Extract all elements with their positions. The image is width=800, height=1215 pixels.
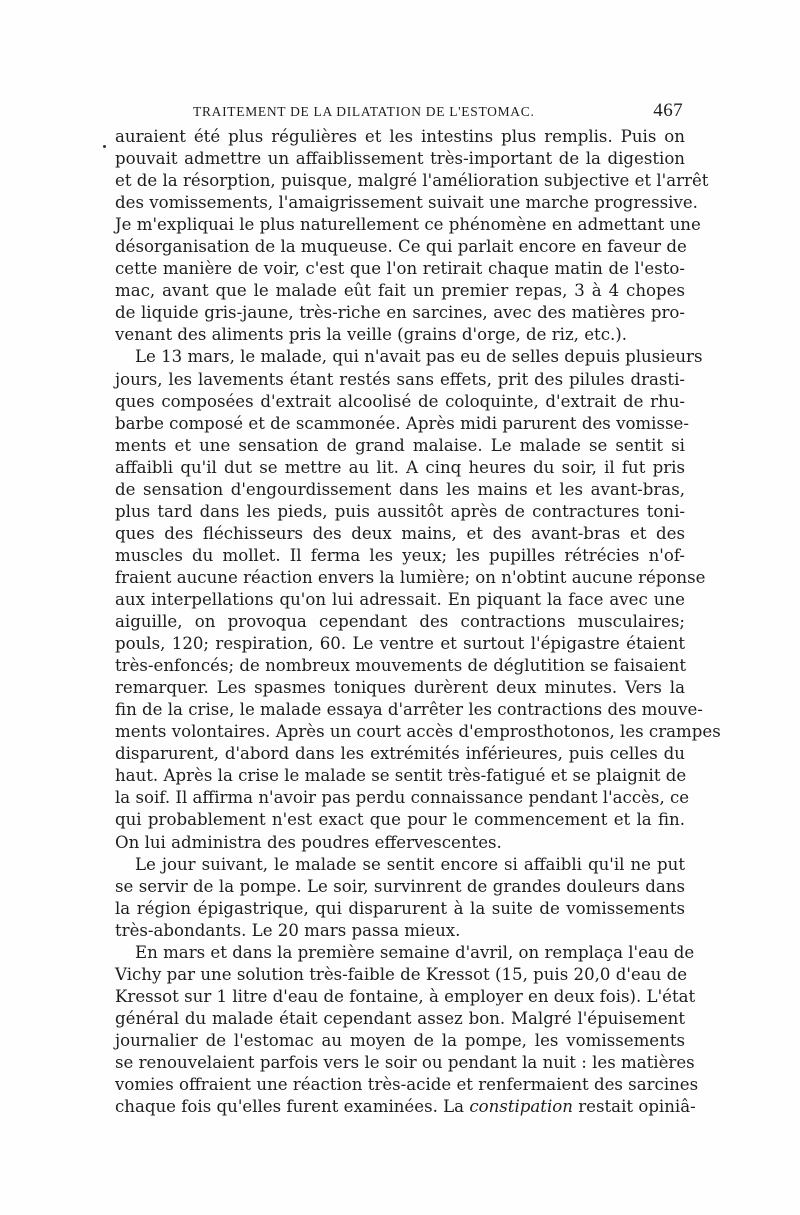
text-line: la soif. Il affirma n'avoir pas perdu connaissance pendant l'accès, ce (115, 788, 690, 808)
running-title: TRAITEMENT DE LA DILATATION DE L'ESTOMAC. (193, 104, 535, 119)
text-line: aiguille, on provoqua cependant des contractions musculaires; (115, 612, 685, 632)
text-line: et de la résorption, puisque, malgré l'amélioration subjective et l'arrêt (115, 171, 709, 191)
text-line: pouls, 120; respiration, 60. Le ventre et surtout l'épigastre étaient (115, 634, 685, 654)
text-line: ments et une sensation de grand malaise. Le malade se sentit si (115, 435, 685, 455)
text-line: haut. Après la crise le malade se sentit très-fatigué et se plaignit de (115, 766, 687, 786)
text-line: disparurent, d'abord dans les extrémités inférieures, puis celles du (115, 744, 685, 764)
text-line: On lui administra des poudres effervescentes. (115, 832, 502, 852)
text-line: de liquide gris-jaune, très-riche en sarcines, avec des matières pro- (115, 303, 685, 323)
text-line: se renouvelaient parfois vers le soir ou pendant la nuit : les matières (115, 1052, 695, 1072)
text-line: très-abondants. Le 20 mars passa mieux. (115, 920, 461, 940)
body-text (115, 126, 721, 1118)
text-line: de sensation d'engourdissement dans les mains et les avant-bras, (115, 479, 685, 499)
text-line: venant des aliments pris la veille (grains d'orge, de riz, etc.). (115, 325, 628, 345)
text-line: Je m'expliquai le plus naturellement ce phénomène en admettant une (115, 215, 701, 235)
text-line: très-enfoncés; de nombreux mouvements de déglutition se faisaient (115, 656, 687, 676)
text-line: journalier de l'estomac au moyen de la pompe, les vomissements (115, 1030, 685, 1050)
text-line: aux interpellations qu'on lui adressait. En piquant la face avec une (115, 589, 685, 609)
text-line: ques composées d'extrait alcoolisé de coloquinte, d'extrait de rhu- (115, 391, 685, 411)
text-line: la région épigastrique, qui disparurent à la suite de vomissements (115, 898, 685, 918)
final-line-end: restait opiniâ- (572, 1097, 696, 1117)
text-line: qui probablement n'est exact que pour le commencement et la fin. (115, 810, 685, 830)
text-line: se servir de la pompe. Le soir, survinrent de grandes douleurs dans (115, 876, 685, 896)
page-number: 467 (653, 100, 683, 121)
text-line: plus tard dans les pieds, puis aussitôt après de contractures toni- (115, 501, 685, 521)
text-line: pouvait admettre un affaiblissement très-important de la digestion (115, 149, 685, 169)
text-line: muscles du mollet. Il ferma les yeux; les pupilles rétrécies n'of- (115, 545, 685, 565)
text-line: affaibli qu'il dut se mettre au lit. A cinq heures du soir, il fut pris (115, 457, 685, 477)
text-line: mac, avant que le malade eût fait un premier repas, 3 à 4 chopes (115, 281, 685, 301)
text-line: fraient aucune réaction envers la lumière; on n'obtint aucune réponse (115, 567, 706, 587)
paragraph-start-line: Le 13 mars, le malade, qui n'avait pas eu de selles depuis plusieurs (135, 347, 703, 367)
text-line: auraient été plus régulières et les intestins plus remplis. Puis on (115, 127, 685, 146)
text-line: cette manière de voir, c'est que l'on retirait chaque matin de l'esto- (115, 259, 685, 279)
text-line: des vomissements, l'amaigrissement suivait une marche progressive. (115, 193, 698, 213)
text-line: ques des fléchisseurs des deux mains, et des avant-bras et des (115, 523, 685, 543)
running-head (115, 100, 685, 126)
text-line: vomies offraient une réaction très-acide et renfermaient des sarcines (115, 1075, 699, 1095)
paragraph-start-line: En mars et dans la première semaine d'avril, on remplaça l'eau de (135, 942, 695, 962)
text-line: Kressot sur 1 litre d'eau de fontaine, à employer en deux fois). L'état (115, 986, 696, 1006)
text-line: remarquer. Les spasmes toniques durèrent deux minutes. Vers la (115, 678, 685, 698)
final-line-start: chaque fois qu'elles furent examinées. La (115, 1097, 470, 1117)
text-line: fin de la crise, le malade essaya d'arrêter les contractions des mouve- (115, 700, 703, 720)
margin-mark (103, 145, 106, 148)
paragraph-start-line: Le jour suivant, le malade se sentit encore si affaibli qu'il ne put (135, 854, 685, 874)
italic-word: constipation (469, 1097, 573, 1117)
text-line: jours, les lavements étant restés sans effets, prit des pilules drasti- (115, 369, 685, 389)
final-text-line (115, 1096, 696, 1118)
text-line: ments volontaires. Après un court accès d'emprosthotonos, les crampes (115, 722, 721, 742)
text-line: Vichy par une solution très-faible de Kressot (15, puis 20,0 d'eau de (115, 964, 688, 984)
text-line: barbe composé et de scammonée. Après midi parurent des vomisse- (115, 413, 689, 433)
text-line: désorganisation de la muqueuse. Ce qui parlait encore en faveur de (115, 237, 687, 257)
text-line: général du malade était cependant assez bon. Malgré l'épuisement (115, 1008, 685, 1028)
text-block (115, 100, 721, 1118)
